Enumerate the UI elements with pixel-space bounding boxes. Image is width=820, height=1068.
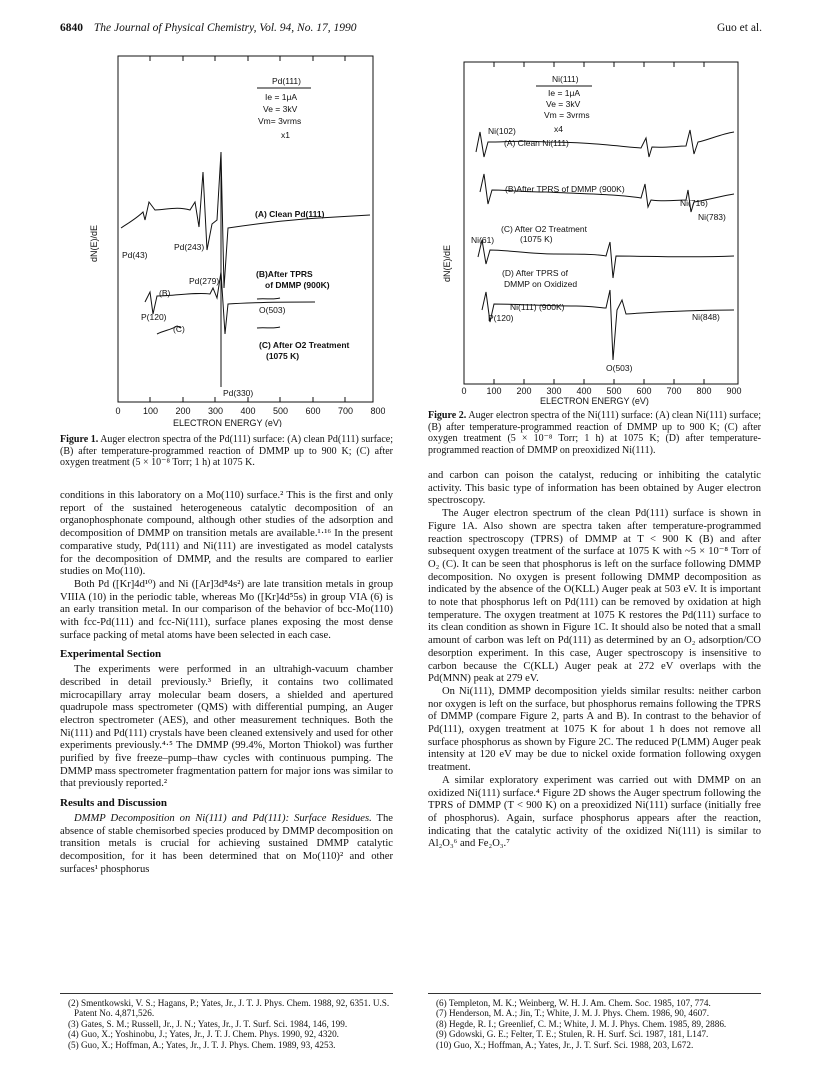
fig2-inset-param: Vm = 3vrms xyxy=(544,110,590,120)
reference-item: (6) Templeton, M. K.; Weinberg, W. H. J. Am. Chem. Soc. 1985, 107, 774. xyxy=(436,998,711,1008)
figure-1-caption xyxy=(60,434,393,469)
paragraph: On Ni(111), DMMP decomposition yields similar results: neither carbon nor oxygen is left on the surface, but phosphorus remains following the TPRS of DMMP (compare Figure 2, parts A and B). In contrast to the behavior of Pd(111), oxygen treatment at 1075 K for about 1 h does not remove all surface phosphorus as shown by Figure 2C. The reduced P(LMM) Auger peak intensity at 120 eV may be due to nickel oxide formation following oxygen treatment. xyxy=(428,685,761,774)
fig2-curve-d xyxy=(482,290,734,360)
footnote-rule xyxy=(60,993,393,994)
paragraph: A similar exploratory experiment was carried out with DMMP on an oxidized Ni(111) surface.⁴ Figure 2D shows the Auger spectrum following the TPRS of DMMP (T < 900 K) on a preoxidized Ni(111) surface (initially free of phosphorus). Again, surface phosphorus appears after the reaction, indicating that the catalytic activity of the oxidized Ni(111) is similar to Al₂O₃⁶ and Fe₂O₃.⁷ xyxy=(428,774,761,850)
fig2-inset-mult: x4 xyxy=(554,124,563,134)
fig1-peak-label: Pd(43) xyxy=(122,250,148,260)
page-number: 6840 xyxy=(60,22,83,34)
fig2-label-d2: DMMP on Oxidized xyxy=(504,279,578,289)
fig2-y-label: dN(E)/dE xyxy=(442,244,452,282)
x-tick-label: 800 xyxy=(370,406,385,416)
fig1-curve-a xyxy=(121,152,370,288)
fig1-label-b2: of DMMP (900K) xyxy=(265,280,330,290)
section-heading-results: Results and Discussion xyxy=(60,797,167,810)
fig1-label-b: (B)After TPRS xyxy=(256,269,313,279)
fig2-peak-label: Ni(848) xyxy=(692,312,720,322)
fig1-label-a: (A) Clean Pd(111) xyxy=(255,209,325,219)
paragraph: and carbon can poison the catalyst, reducing or inhibiting the catalytic activity. This basic type of information has been obtained by Auger electron spectroscopy. xyxy=(428,470,761,507)
right-column-text xyxy=(428,470,761,851)
paragraph xyxy=(60,813,393,877)
reference-item: (2) Smentkowski, V. S.; Hagans, P.; Yates, Jr., J. T. J. Phys. Chem. 1988, 92, 6351. U.S. Patent No. 4,871,526. xyxy=(68,998,390,1019)
fig1-caption-text: Auger electron spectra of the Pd(111) surface: (A) clean Pd(111) surface; (B) after temperature-programmed reaction of DMMP up to 900 K; (C) after oxygen treatment (5 × 10⁻⁸ Torr; 1 h) at 1075 K. xyxy=(60,434,393,469)
x-tick-label: 0 xyxy=(115,406,121,416)
x-tick-label: 600 xyxy=(636,386,652,396)
fig1-peak-label: Pd(243) xyxy=(174,242,205,252)
fig2-peak-label: Ni(61) xyxy=(471,235,495,245)
paragraph: Both Pd ([Kr]4d¹⁰) and Ni ([Ar]3d⁸4s²) are late transition metals in group VIIIA (10) in the periodic table, whereas Mo ([Kr]4d⁵5s) in group VIA (6) is an early transition metal. In our comparison of the behavior of bcc-Mo(110) with fcc-Pd(111) and fcc-Ni(111), surface planes exposing the most dense surface packing of metal atoms have been selected in each case. xyxy=(60,578,393,641)
fig2-label-b: (B)After TPRS of DMMP (900K) xyxy=(505,184,625,194)
references-right xyxy=(428,998,761,1050)
fig1-label-c: (C) After O2 Treatment xyxy=(259,340,350,350)
fig1-peak-label: P(120) xyxy=(141,312,167,322)
x-tick-label: 400 xyxy=(576,386,592,396)
figure-1 xyxy=(85,52,385,432)
figure-2-caption xyxy=(428,410,761,456)
x-tick-label: 700 xyxy=(337,406,354,416)
running-header-authors: Guo et al. xyxy=(716,22,762,34)
x-tick-label: 100 xyxy=(142,406,159,416)
subsection-title: DMMP Decomposition on Ni(111) and Pd(111): Surface Residues. xyxy=(74,812,372,824)
x-tick-label: 900 xyxy=(726,386,742,396)
reference-item: (9) Gdowski, G. E.; Felter, T. E.; Stulen, R. H. Surf. Sci. 1987, 181, L147. xyxy=(436,1029,709,1040)
reference-item: (4) Guo, X.; Yoshinobu, J.; Yates, Jr., J. T. J. Chem. Phys. 1990, 92, 4320. xyxy=(68,1029,339,1040)
footnote-rule xyxy=(428,993,761,994)
fig1-inset-mult: x1 xyxy=(281,130,290,140)
figure-2 xyxy=(436,42,746,411)
fig1-peak-label: (B) xyxy=(159,288,171,298)
fig2-x-label: ELECTRON ENERGY (eV) xyxy=(540,396,649,406)
running-header xyxy=(60,22,356,34)
fig1-peak-label: Pd(279) xyxy=(189,276,220,286)
x-tick-label: 100 xyxy=(486,386,502,396)
paragraph: The experiments were performed in an ultrahigh-vacuum chamber described in detail previously.³ Briefly, it contains two collimated microcapillary array molecular beam dosers, a shielded and apertured quadrupole mass spectrometer (QMS) with differential pumping, an Auger electron spectrometer (AES), and other measurement techniques. Both the Ni(111) and Pd(111) crystals have been cleaned extensively and used for other experiments previously.⁴·⁵ The DMMP (99.4%, Morton Thiokol) was further purified by five freeze–pump–thaw cycles with continuous pumping. The DMMP mass spectrometer fragmentation pattern for major ions was similar to that previously reported.² xyxy=(60,664,393,790)
x-tick-label: 0 xyxy=(461,386,467,396)
fig1-inset-param: Ie = 1μA xyxy=(265,92,298,102)
paragraph: conditions in this laboratory on a Mo(110) surface.² This is the first and only report of the sustained heterogeneous catalytic decomposition of an organophosphonate compound, although other studies of the adsorption and decomposition of DMMP on transition metals are available.¹·¹⁶ In the present comparative study, Pd(111) and Ni(111) are investigated as model catalysts for the decomposition of DMMP, and the results are compared to earlier studies on Mo(110). xyxy=(60,490,393,578)
figure-1-plot xyxy=(85,52,385,427)
x-tick-label: 700 xyxy=(666,386,682,396)
fig2-label-d: (D) After TPRS of xyxy=(502,268,568,278)
x-tick-label: 200 xyxy=(175,406,191,416)
references-left xyxy=(60,998,393,1050)
fig1-label-c2: (1075 K) xyxy=(266,351,300,361)
fig2-label-d3: Ni(111) (900K) xyxy=(510,302,565,312)
paragraph: The Auger electron spectrum of the clean Pd(111) surface is shown in Figure 1A. Also shown are spectra taken after temperature-programmed reaction spectroscopy (TPRS) of DMMP at T < 900 K (B) and after subsequent oxygen treatment of the surface at 1075 K with ~5 × 10⁻⁸ Torr of O₂ (C). It can be seen that phosphorus is left on the surface following DMMP decomposition. No oxygen is present following DMMP decomposition as indicated by the absence of the O(KLL) Auger peak at 503 eV. It is important to note that phosphorus left on Pd(111) can be removed by oxidation at high temperature. The oxygen treatment at 1075 K restores the Pd(111) surface to its clean condition as shown in Figure 1C. It should also be noted that a small amount of carbon was left on Pd(111) as determined by an O₂ adsorption/CO desorption experiment. In this case, Auger spectroscopy is insensitive to carbon because the C(KLL) Auger peak at 272 eV overlaps with the Pd(MNN) peak at 279 eV. xyxy=(428,508,761,685)
fig1-curve-c-trace xyxy=(257,327,280,328)
reference-item: (7) Henderson, M. A.; Jin, T.; White, J. M. J. Phys. Chem. 1986, 90, 4607. xyxy=(436,1008,710,1019)
x-tick-label: 500 xyxy=(272,406,289,416)
fig2-inset-param: Ve = 3kV xyxy=(546,99,581,109)
fig2-label-a: (A) Clean Ni(111) xyxy=(504,138,569,148)
fig2-caption-title: Figure 2. xyxy=(428,410,467,421)
fig2-peak-label: P(120) xyxy=(488,313,514,323)
reference-item: (3) Gates, S. M.; Russell, Jr., J. N.; Yates, Jr., J. T. Surf. Sci. 1984, 146, 199. xyxy=(68,1018,348,1029)
fig1-peak-label: Pd(330) xyxy=(223,388,254,398)
fig2-inset-title: Ni(111) xyxy=(552,74,579,84)
fig2-caption-text: Auger electron spectra of the Ni(111) surface: (A) clean Ni(111) surface; (B) after temperature-programmed reaction of DMMP up to 900 K; (C) after oxygen treatment (5 × 10⁻⁸ Torr; 1 h) at 1075 K; (D) after temperature-programmed reaction of DMMP on preoxidized Ni(111). xyxy=(428,410,761,456)
fig1-peak-label: (C) xyxy=(173,324,185,334)
x-tick-label: 200 xyxy=(516,386,532,396)
x-tick-label: 600 xyxy=(305,406,321,416)
fig1-inset-param: Vm= 3vrms xyxy=(258,116,302,126)
fig1-inset-title: Pd(111) xyxy=(272,76,301,86)
fig2-label-c: (C) After O2 Treatment xyxy=(501,224,587,234)
fig2-peak-label: Ni(716) xyxy=(680,198,708,208)
fig1-x-label: ELECTRON ENERGY (eV) xyxy=(173,418,282,427)
left-column-text xyxy=(60,490,393,876)
paragraph-text: The absence of stable chemisorbed species produced by DMMP decomposition on transition metals is crucial for achieving sustained DMMP catalytic decomposition, for it has been determined that on Mo(110)² and other surfaces¹ phosphorus xyxy=(60,812,393,875)
x-tick-label: 400 xyxy=(240,406,256,416)
fig2-peak-label: Ni(783) xyxy=(698,212,726,222)
reference-item: (5) Guo, X.; Hoffman, A.; Yates, Jr., J. T. J. Phys. Chem. 1989, 93, 4253. xyxy=(68,1039,336,1050)
fig1-peak-label: O(503) xyxy=(259,305,286,315)
x-tick-label: 500 xyxy=(606,386,622,396)
reference-item: (10) Guo, X.; Hoffman, A.; Yates, Jr., J. T. Surf. Sci. 1988, 203, L672. xyxy=(436,1039,694,1050)
fig1-caption-title: Figure 1. xyxy=(60,434,99,445)
x-tick-label: 800 xyxy=(696,386,712,396)
section-heading-experimental: Experimental Section xyxy=(60,648,162,661)
x-tick-label: 300 xyxy=(207,406,224,416)
fig2-peak-label: Ni(102) xyxy=(488,126,516,136)
fig2-inset-param: Ie = 1μA xyxy=(548,88,581,98)
fig2-label-c2: (1075 K) xyxy=(520,234,553,244)
fig1-curve-o503 xyxy=(257,298,280,299)
reference-item: (8) Hegde, R. I.; Greenlief, C. M.; White, J. M. J. Phys. Chem. 1985, 89, 2886. xyxy=(436,1018,727,1029)
x-tick-label: 300 xyxy=(546,386,562,396)
fig1-inset-param: Ve = 3kV xyxy=(263,104,298,114)
fig2-peak-label: O(503) xyxy=(606,363,633,373)
figure-2-plot xyxy=(436,42,746,406)
fig1-y-label: dN(E)/dE xyxy=(89,224,99,262)
journal-citation: The Journal of Physical Chemistry, Vol. 94, No. 17, 1990 xyxy=(93,22,357,34)
